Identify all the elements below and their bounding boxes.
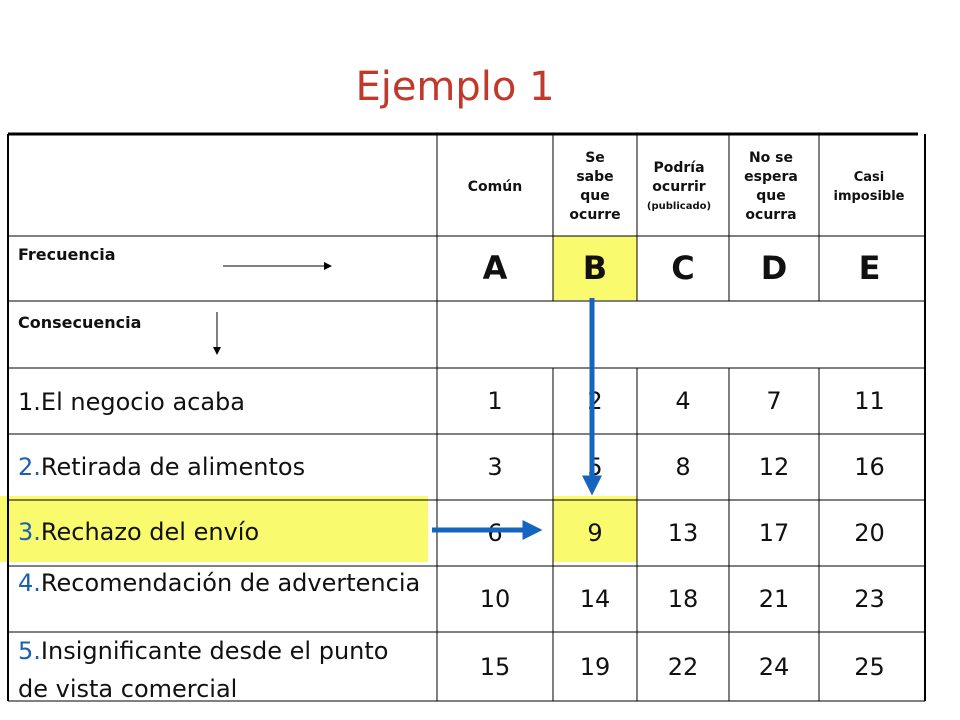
row-label-5: 5.Insignificante desde el punto de vista comercial xyxy=(18,637,389,703)
row-label-4: 4.Recomendación de advertencia xyxy=(18,569,421,597)
value-cell: 4 xyxy=(675,387,691,415)
value-cell: 14 xyxy=(579,585,611,613)
col-header-c-label: Podría ocurrir xyxy=(652,159,706,195)
value-cell: 1 xyxy=(487,387,503,415)
col-letter-e: E xyxy=(858,249,881,287)
value-cell: 21 xyxy=(758,585,790,613)
value-cell: 22 xyxy=(667,652,699,681)
value-cell: 20 xyxy=(854,519,885,547)
col-letter-a: A xyxy=(482,249,508,287)
value-cell: 8 xyxy=(675,453,691,481)
value-cell: 10 xyxy=(479,585,511,613)
col-letter-d: D xyxy=(760,249,788,287)
col-header-a: Común xyxy=(467,178,523,195)
col-header-c-sub: (publicado) xyxy=(646,200,712,212)
value-cell: 18 xyxy=(667,585,699,613)
col-header-b: Se sabe que ocurre xyxy=(569,150,621,223)
value-cell: 24 xyxy=(758,652,790,681)
value-cell: 11 xyxy=(854,387,885,415)
value-cell: 9 xyxy=(587,519,603,547)
col-header-d: No se espera que ocurra xyxy=(744,150,798,223)
value-cell: 2 xyxy=(587,387,603,415)
frequency-label: Frecuencia xyxy=(18,244,116,264)
value-cell: 13 xyxy=(667,519,699,547)
page-title: Ejemplo 1 xyxy=(355,64,555,110)
row-label-1: 1.El negocio acaba xyxy=(18,388,245,416)
consequence-label: Consecuencia xyxy=(18,312,142,332)
col-header-e: Casi imposible xyxy=(833,170,905,204)
value-cell: 15 xyxy=(479,652,511,681)
value-cell: 5 xyxy=(587,453,603,481)
value-cell: 6 xyxy=(487,519,503,547)
value-cell: 3 xyxy=(487,453,503,481)
row-label-3: 3.Rechazo del envío xyxy=(18,518,260,546)
col-letter-b: B xyxy=(582,249,608,287)
row-label-2: 2.Retirada de alimentos xyxy=(18,453,306,481)
value-cell: 19 xyxy=(579,652,611,681)
value-cell: 17 xyxy=(758,519,790,547)
value-cell: 25 xyxy=(854,652,885,681)
value-cell: 16 xyxy=(854,453,885,481)
col-letter-c: C xyxy=(671,249,695,287)
value-cell: 7 xyxy=(766,387,782,415)
value-cell: 23 xyxy=(854,585,885,613)
value-cell: 12 xyxy=(758,453,790,481)
